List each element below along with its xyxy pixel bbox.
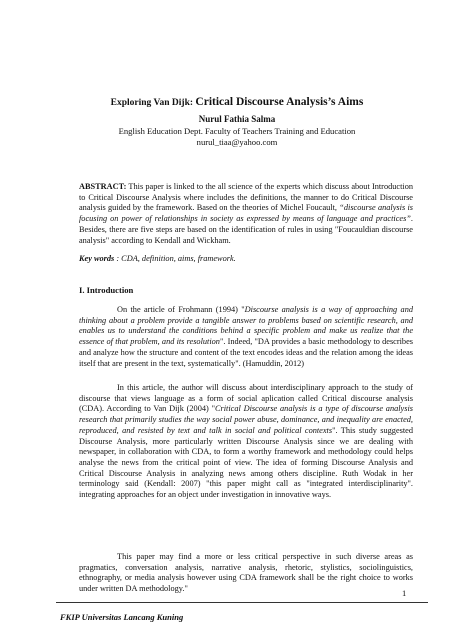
paragraph-2-a: In this article, the author will discuss about interdisciplinary approach to the study of discourse that views language as a form of social aplication called Critical discourse analysis (CDA). According to Van Dijk (2004) " [79, 383, 413, 414]
author-affiliation: English Education Dept. Faculty of Teachers Training and Education [118, 126, 356, 136]
keywords-text: : CDA, definition, aims, framework. [114, 254, 236, 263]
abstract-quote: “discourse analysis is focusing on power of relationships in society as expressed by means of language and practices” [79, 203, 414, 224]
title-main: Critical Discourse Analysis’s Aims [195, 96, 364, 108]
footer-institution: FKIP Universitas Lancang Kuning [60, 612, 184, 622]
keywords-label: Key words [79, 254, 115, 263]
paragraph-2-b: ". This study suggested Discourse Analysis, more particularly written Discourse Analysis since we are dealing with newspaper, in collaboration with CDA, to form a worthy framework and methodology could helps analyse the news from the critical point of view. The idea of forming Discourse Analysis and Critical Discourse Analysis in analyzing news among others discipline. Ruth Wodak in her terminology said (Kendall: 2007) "this paper might call as "integrated interdisciplinarity". integrating approaches for an object under investigation in innovative ways. [79, 425, 413, 500]
paragraph-2-quote: Critical Discourse analysis is a type of discourse analysis research that primarily studies the way social power abuse, dominance, and inequality are enacted, reproduced, and resisted by text and talk in social and political contexts [79, 404, 414, 435]
keywords [79, 254, 413, 263]
paragraph-3-text: This paper may find a more or less critical perspective in such diverse areas as pragmatics, conversation analysis, narrative analysis, rhetoric, stylistics, sociolinguistics, ethnography, or media analysis however using CDA framework shall be the right choice to works under written DA methodology." [79, 552, 413, 594]
paragraph-1-a: On the article of Frohmann (1994) " [117, 305, 245, 314]
title-lead: Exploring Van Dijk: [110, 98, 196, 108]
author-name: Nurul Fathia Salma [198, 114, 276, 124]
abstract [79, 182, 413, 246]
abstract-text-1: This paper is linked to the all science of the experts which discuss about Introduction to Critical Discourse Analysis where includes the definitions, the manner to do Critical Discourse analysis guided by the framework. Based on the theories of Michel Foucault, [79, 182, 413, 213]
page-number: 1 [402, 588, 407, 598]
section-heading-introduction: I. Introduction [79, 285, 134, 295]
paragraph-3 [79, 552, 413, 595]
abstract-label: ABSTRACT: [79, 182, 127, 191]
abstract-text-2: . Besides, there are five steps are based on the identification of rules in using "Foucauldian discourse analysis" according to Kendall and Wickham. [79, 214, 413, 245]
paper-title [0, 96, 474, 108]
author-email: nurul_tiaa@yahoo.com [196, 137, 278, 147]
paragraph-2 [79, 383, 413, 501]
paragraph-1 [79, 305, 413, 369]
paragraph-1-b: ". Indeed, "DA provides a basic methodology to describes and analyze how the structure and content of the text encodes ideas and the relation among the ideas itself that are present in the text, systematically". (Hamuddin, 2012) [79, 337, 413, 368]
footer-divider [56, 602, 428, 603]
paragraph-1-quote: Discourse analysis is a way of approaching and thinking about a problem provide a tangible answer to problems based on scientific research, and enables us to understand the conditions behind a specific problem and make us realize that the essence of that problem, and its resolution [79, 305, 413, 347]
